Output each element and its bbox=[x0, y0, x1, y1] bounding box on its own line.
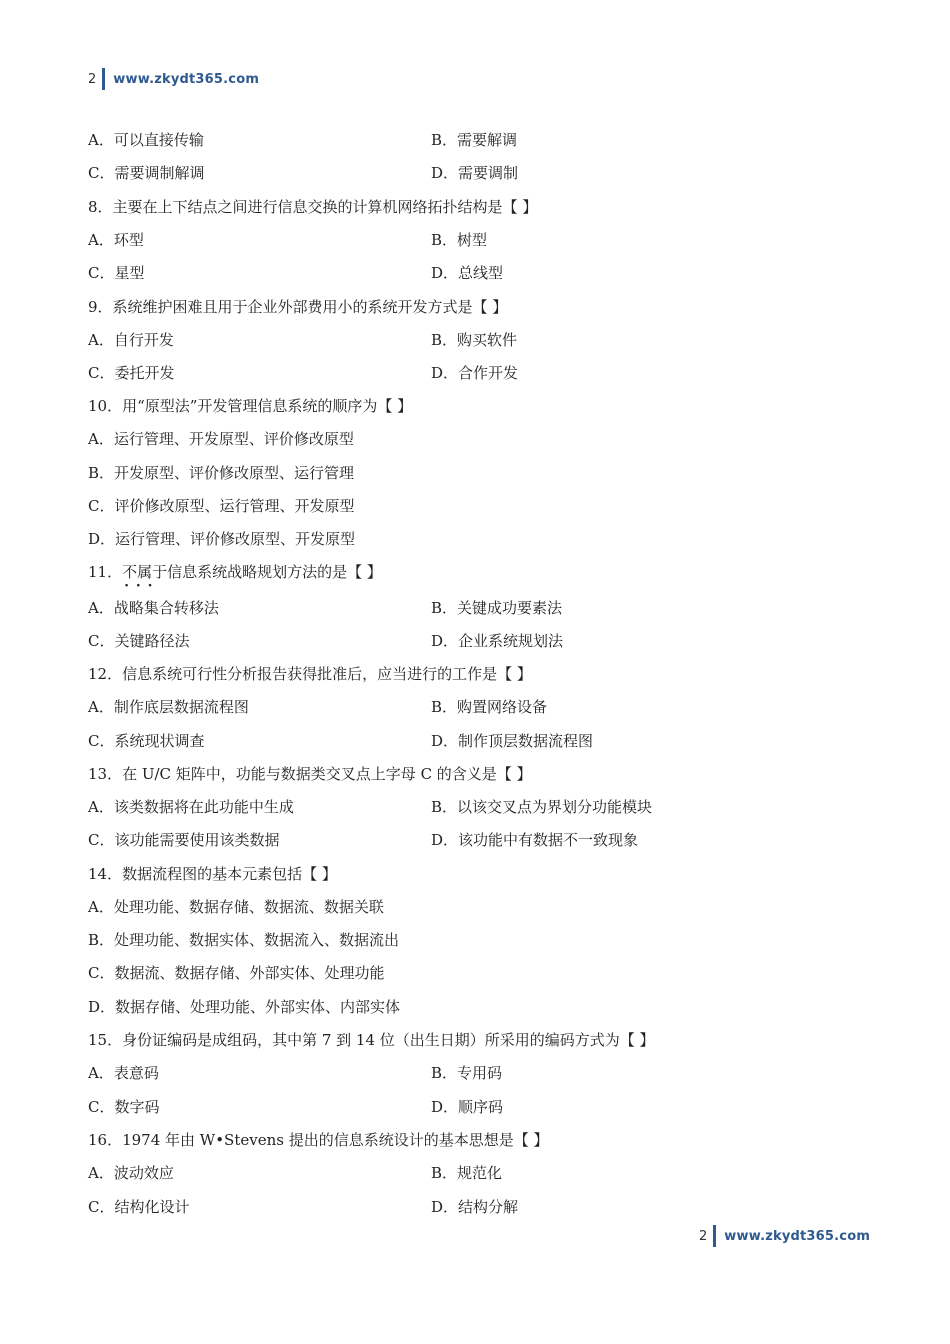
page-footer bbox=[699, 1225, 870, 1247]
q15-option-b: B．专用码 bbox=[431, 1064, 503, 1082]
q11-option-b: B．关键成功要素法 bbox=[431, 599, 563, 617]
q13-option-b: B．以该交叉点为界划分功能模块 bbox=[431, 798, 653, 816]
q7-option-d: D．需要调制 bbox=[431, 164, 519, 182]
q11-option-c: C．关键路径法 bbox=[88, 632, 190, 650]
q9-option-c: C．委托开发 bbox=[88, 364, 175, 382]
q9-option-a: A．自行开发 bbox=[88, 331, 174, 349]
q16-option-d: D．结构分解 bbox=[431, 1198, 519, 1216]
q14-stem: 14．数据流程图的基本元素包括【 】 bbox=[88, 865, 337, 883]
q11-option-a: A．战略集合转移法 bbox=[88, 599, 219, 617]
q16-option-c: C．结构化设计 bbox=[88, 1198, 190, 1216]
footer-divider bbox=[713, 1225, 716, 1247]
footer-page-number: 2 bbox=[699, 1228, 708, 1244]
q14-option-a: A．处理功能、数据存储、数据流、数据关联 bbox=[88, 898, 384, 916]
q10-option-c: C．评价修改原型、运行管理、开发原型 bbox=[88, 497, 355, 515]
q12-option-d: D．制作顶层数据流程图 bbox=[431, 732, 594, 750]
q13-option-a: A．该类数据将在此功能中生成 bbox=[88, 798, 294, 816]
q12-option-a: A．制作底层数据流程图 bbox=[88, 698, 249, 716]
q10-option-d: D．运行管理、评价修改原型、开发原型 bbox=[88, 530, 356, 548]
header-page-number: 2 bbox=[88, 71, 97, 87]
q8-option-b: B．树型 bbox=[431, 231, 488, 249]
q11-stem bbox=[88, 562, 382, 582]
q14-option-d: D．数据存储、处理功能、外部实体、内部实体 bbox=[88, 998, 401, 1016]
q8-option-d: D．总线型 bbox=[431, 264, 504, 282]
q8-option-a: A．环型 bbox=[88, 231, 144, 249]
q11-option-d: D．企业系统规划法 bbox=[431, 632, 564, 650]
q14-option-b: B．处理功能、数据实体、数据流入、数据流出 bbox=[88, 931, 400, 949]
q16-stem: 16．1974 年由 W•Stevens 提出的信息系统设计的基本思想是【 】 bbox=[88, 1131, 549, 1149]
q10-option-a: A．运行管理、开发原型、评价修改原型 bbox=[88, 430, 354, 448]
q12-stem: 12．信息系统可行性分析报告获得批准后，应当进行的工作是【 】 bbox=[88, 665, 532, 683]
header-site-url: www.zkydt365.com bbox=[113, 71, 260, 87]
q15-stem: 15．身份证编码是成组码，其中第 7 到 14 位（出生日期）所采用的编码方式为【 】 bbox=[88, 1031, 655, 1049]
q9-option-d: D．合作开发 bbox=[431, 364, 519, 382]
q16-option-a: A．波动效应 bbox=[88, 1164, 174, 1182]
q9-option-b: B．购买软件 bbox=[431, 331, 518, 349]
q8-stem: 8．主要在上下结点之间进行信息交换的计算机网络拓扑结构是【 】 bbox=[88, 198, 538, 216]
q7-option-c: C．需要调制解调 bbox=[88, 164, 205, 182]
q12-option-b: B．购置网络设备 bbox=[431, 698, 548, 716]
footer-site-url: www.zkydt365.com bbox=[724, 1228, 871, 1244]
q13-option-d: D．该功能中有数据不一致现象 bbox=[431, 831, 639, 849]
q7-option-b: B．需要解调 bbox=[431, 131, 518, 149]
q10-option-b: B．开发原型、评价修改原型、运行管理 bbox=[88, 464, 355, 482]
q15-option-a: A．表意码 bbox=[88, 1064, 159, 1082]
q15-option-d: D．顺序码 bbox=[431, 1098, 504, 1116]
header-divider bbox=[102, 68, 105, 90]
q8-option-c: C．星型 bbox=[88, 264, 145, 282]
q15-option-c: C．数字码 bbox=[88, 1098, 160, 1116]
q13-stem: 13．在 U/C 矩阵中，功能与数据类交叉点上字母 C 的含义是【 】 bbox=[88, 765, 532, 783]
q14-option-c: C．数据流、数据存储、外部实体、处理功能 bbox=[88, 964, 385, 982]
q12-option-c: C．系统现状调查 bbox=[88, 732, 205, 750]
q11-stem-text: 不属于信息系统战略规划方法的是【 】 · · · bbox=[122, 562, 382, 582]
q10-stem: 10．用“原型法”开发管理信息系统的顺序为【 】 bbox=[88, 397, 413, 415]
q7-option-a: A．可以直接传输 bbox=[88, 131, 204, 149]
q9-stem: 9．系统维护困难且用于企业外部费用小的系统开发方式是【 】 bbox=[88, 298, 508, 316]
page-header bbox=[88, 68, 259, 90]
q11-number: 11． bbox=[88, 563, 123, 581]
q16-option-b: B．规范化 bbox=[431, 1164, 503, 1182]
q13-option-c: C．该功能需要使用该类数据 bbox=[88, 831, 280, 849]
